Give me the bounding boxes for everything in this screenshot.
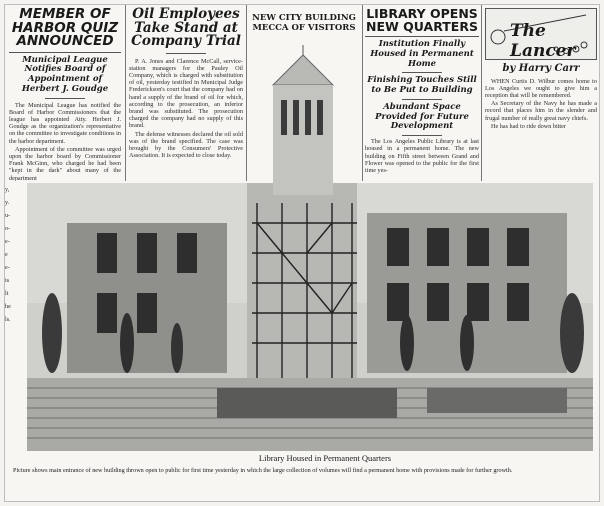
lancer-byline: by Harry Carr xyxy=(502,63,580,74)
paragraph: The Los Angeles Public Library is at last housed in a permanent home. The new building on Fifth street between Grand and Flower was opened to the public for the first time yes- xyxy=(365,138,479,174)
paragraph: WHEN Curtis D. Wilbur comes home to Los Angeles we ought to give him a reception that will be remembered. xyxy=(485,77,597,99)
fragment: e- xyxy=(5,264,10,271)
column-rule xyxy=(481,5,482,181)
photo-caption: Library Housed in Permanent Quarters xyxy=(258,453,392,463)
column-harbor-quiz xyxy=(9,5,121,181)
paragraph: P. A. Jones and Clarence McCall, service-station managers for the Pauley Oil Company, which is charged with substitution of oil, yesterday testified in Municipal Judge Frederickson's court that the company had on hand a supply of the brand of oil for which, according to the prosecution, an inferior brand was substituted. The prosecution charged the company had no supply of this brand. xyxy=(129,57,243,130)
tower-top-illustration xyxy=(263,45,343,195)
article-body-lancer xyxy=(485,78,597,130)
lancer-masthead xyxy=(485,8,597,60)
fragment: y. xyxy=(5,199,10,206)
fragment: is xyxy=(5,277,10,284)
article-body-oil-employees xyxy=(129,58,243,160)
fragment: u- xyxy=(5,212,11,219)
paragraph: Appointment of the committee was urged upon the harbor board by Commissioner Frank McGinn, who charged he had been "kept in the dark" about many of the department xyxy=(9,145,121,181)
deck-library-1: Institution Finally Housed in Permanent Home xyxy=(370,39,474,69)
fragment: o- xyxy=(5,225,11,232)
column-library xyxy=(365,5,479,181)
column-rule xyxy=(362,5,363,181)
paragraph: The Municipal League has notified the Board of Harbor Commissioners that the league has appointed Atty. Herbert J. Goudge as the organization's representative on the committee to investigate conditions in the harbor department. xyxy=(9,101,121,145)
margin-fragments xyxy=(5,183,25,326)
paragraph: The defense witnesses declared the oil sold was of the brand specified. The case was brought by the Consumers' Protective Association. It is expected to close today. xyxy=(129,130,243,160)
column-rule xyxy=(125,5,126,181)
column-oil-employees xyxy=(129,5,243,181)
fragment: e xyxy=(5,251,8,258)
article-body-library xyxy=(365,138,479,174)
divider xyxy=(402,135,442,136)
fragment: he xyxy=(5,303,11,310)
library-building-illustration xyxy=(27,183,593,451)
headline-oil-employees: Oil Employees Take Stand at Company Trial xyxy=(131,6,241,49)
deck-harbor-quiz: Municipal League Notifies Board of Appointment of Herbert J. Goudge xyxy=(21,54,109,94)
photo-subcaption: Picture shows main entrance of new building thrown open to public for first time yesterday in which the large collection of volumes will find a permanent home with provisions made for further growth. xyxy=(13,467,513,474)
headline-city-building: NEW CITY BUILDING MECCA OF VISITORS xyxy=(252,13,356,34)
column-city-building xyxy=(249,5,359,35)
column-lancer xyxy=(485,5,597,181)
paragraph: He has had to ride down bitter xyxy=(491,122,566,130)
paragraph: As Secretary of the Navy he has made a record that places him in the slender and frugal number of really great navy chiefs. xyxy=(485,100,597,122)
fragment: y, xyxy=(5,186,10,193)
divider xyxy=(402,72,442,73)
newspaper-page xyxy=(4,4,600,502)
library-photo xyxy=(27,183,593,451)
deck-library-2: Finishing Touches Still to Be Put to Building xyxy=(367,75,477,96)
divider xyxy=(45,98,85,99)
divider xyxy=(166,53,206,54)
divider xyxy=(365,36,479,37)
column-rule xyxy=(246,5,247,181)
deck-library-3: Abundant Space Provided for Future Development xyxy=(375,101,469,132)
headline-library: LIBRARY OPENS NEW QUARTERS xyxy=(366,6,478,34)
fragment: ls. xyxy=(5,316,11,323)
divider xyxy=(402,99,442,100)
fragment: lt xyxy=(5,290,9,297)
divider xyxy=(9,52,121,53)
lancer-title: The Lancer xyxy=(510,21,576,61)
headline-harbor-quiz: MEMBER OF HARBOR QUIZ ANNOUNCED xyxy=(11,6,119,49)
article-body-harbor-quiz xyxy=(9,102,121,181)
fragment: e- xyxy=(5,238,10,245)
